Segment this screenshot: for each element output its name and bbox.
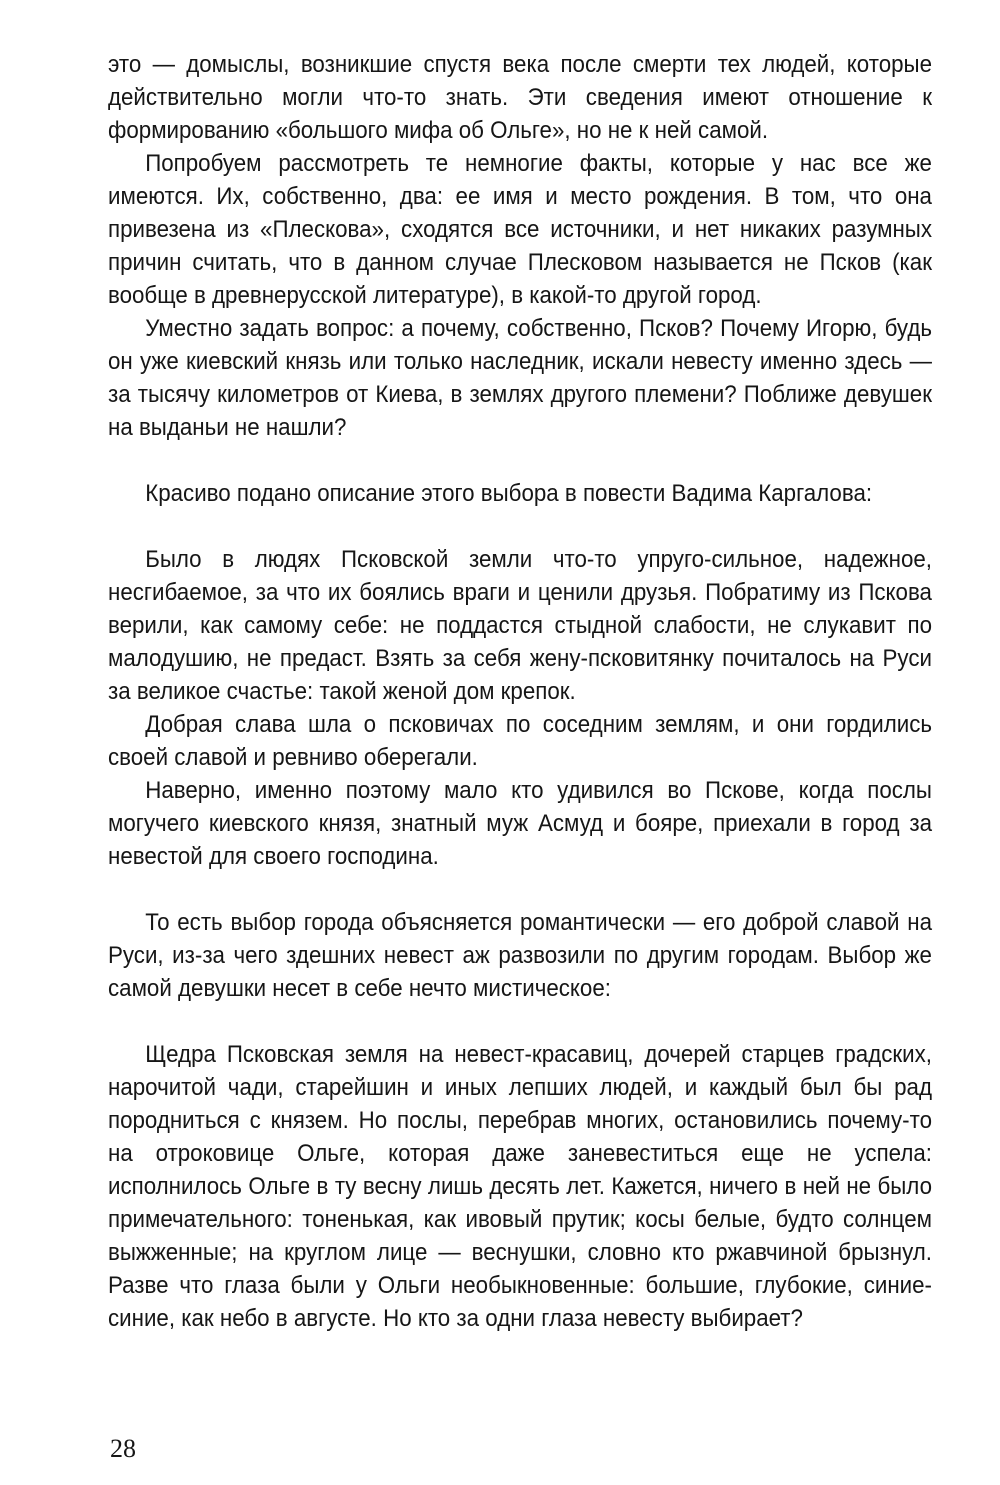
quote1-paragraph-3: Наверно, именно поэтому мало кто удивился во Пскове, когда послы могучего киевского князя, знатный муж Асмуд и бояре, приехали в город за невестой для своего господина. xyxy=(108,777,932,870)
spacer xyxy=(108,873,932,906)
spacer xyxy=(108,1005,932,1038)
spacer xyxy=(108,444,932,477)
quote1-paragraph-2: Добрая слава шла о псковичах по соседним землям, и они гордились своей славой и ревниво оберегали. xyxy=(108,711,932,771)
transition-paragraph: То есть выбор города объясняется романтически — его доброй славой на Руси, из-за чего здешних невест аж развозили по другим городам. Выбор же самой девушки несет в себе нечто мистическое: xyxy=(108,909,932,1002)
quote2-paragraph: Щедра Псковская земля на невест-красавиц, дочерей старцев градских, нарочитой чади, старейшин и иных лепших людей, и каждый был бы рад породниться с князем. Но послы, перебрав многих, остановились почему-то на отроковице Ольге, которая даже заневеститься еще не успела: исполнилось Ольге в ту весну лишь десять лет. Кажется, ничего в ней не было примечательного: тоненькая, как ивовый прутик; косы белые, будто солнцем выжженные; на круглом лице — веснушки, словно кто ржавчиной брызнул. Разве что глаза были у Ольги необыкновенные: большие, глубокие, синие-синие, как небо в августе. Но кто за одни глаза невесту выбирает? xyxy=(108,1041,932,1332)
spacer xyxy=(108,510,932,543)
page-number: 28 xyxy=(110,1434,136,1463)
paragraph-3: Уместно задать вопрос: а почему, собственно, Псков? Почему Игорю, будь он уже киевский князь или только наследник, искали невесту именно здесь — за тысячу километров от Киева, в землях другого племени? Поближе девушек на выданьи не нашли? xyxy=(108,315,932,441)
paragraph-2: Попробуем рассмотреть те немногие факты, которые у нас все же имеются. Их, собственно, два: ее имя и место рождения. В том, что она привезена из «Плескова», сходятся все источники, и нет никаких разумных причин считать, что в данном случае Плесковом называется не Псков (как вообще в древнерусской литературе), в какой-то другой город. xyxy=(108,150,932,309)
page-body xyxy=(108,48,932,1335)
paragraph-4: Красиво подано описание этого выбора в повести Вадима Каргалова: xyxy=(145,480,873,507)
quote1-paragraph-1: Было в людях Псковской земли что-то упруго-сильное, надежное, несгибаемое, за что их боялись враги и ценили друзья. Побратиму из Пскова верили, как самому себе: не поддастся стыдной слабости, не слукавит по малодушию, не предаст. Взять за себя жену-псковитянку почиталось на Руси за великое счастье: такой женой дом крепок. xyxy=(108,546,932,705)
paragraph-1: это — домыслы, возникшие спустя века после смерти тех людей, которые действительно могли что-то знать. Эти сведения имеют отношение к формированию «большого мифа об Ольге», но не к ней самой. xyxy=(108,51,932,144)
